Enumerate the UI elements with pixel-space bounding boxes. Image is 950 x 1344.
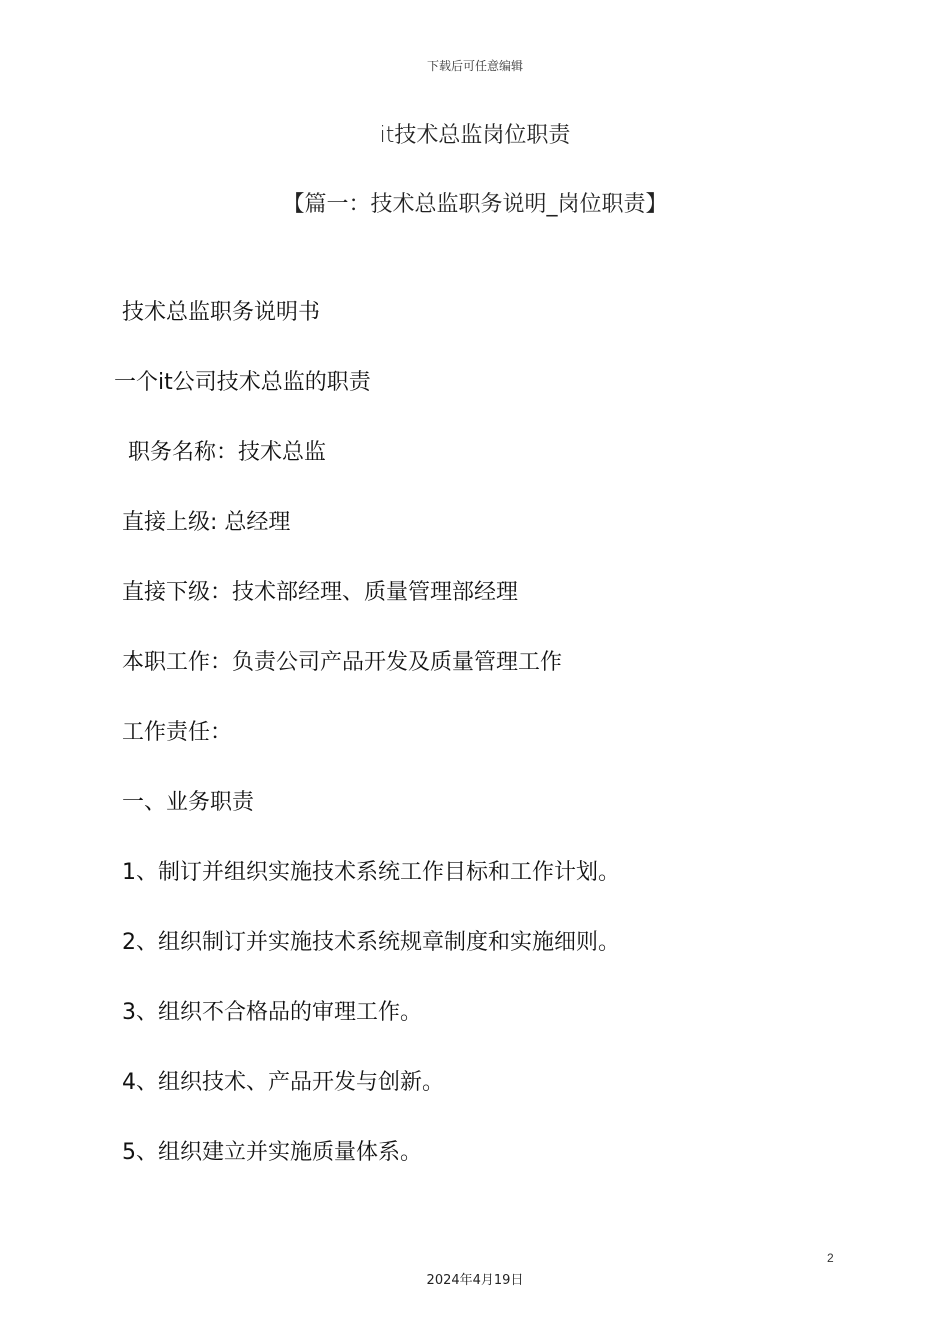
header-note: 下载后可任意编辑	[426, 59, 523, 73]
document-subtitle: 【篇一：技术总监职务说明_岗位职责】	[282, 192, 668, 217]
body-line-superior: 直接上级: 总经理	[122, 510, 291, 535]
body-line-item-4: 4、组织技术、产品开发与创新。	[122, 1070, 444, 1095]
body-line-section-heading: 一、业务职责	[122, 790, 255, 815]
footer-date: 2024年4月19日	[426, 1273, 524, 1288]
body-line-item-3: 3、组织不合格品的审理工作。	[122, 1000, 422, 1025]
body-line-subordinates: 直接下级：技术部经理、质量管理部经理	[122, 580, 519, 605]
body-line-responsibilities: 工作责任：	[122, 720, 233, 745]
body-line-item-1: 1、制订并组织实施技术系统工作目标和工作计划。	[122, 860, 620, 885]
body-line-job-title: 职务名称：技术总监	[128, 440, 327, 465]
body-line-heading: 技术总监职务说明书	[122, 300, 321, 325]
body-line-item-5: 5、组织建立并实施质量体系。	[122, 1140, 422, 1165]
body-line-intro: 一个it公司技术总监的职责	[114, 370, 371, 395]
page-number: 2	[827, 1251, 834, 1265]
body-line-main-work: 本职工作：负责公司产品开发及质量管理工作	[122, 650, 563, 675]
document-title: it技术总监岗位职责	[379, 123, 571, 148]
body-line-item-2: 2、组织制订并实施技术系统规章制度和实施细则。	[122, 930, 620, 955]
